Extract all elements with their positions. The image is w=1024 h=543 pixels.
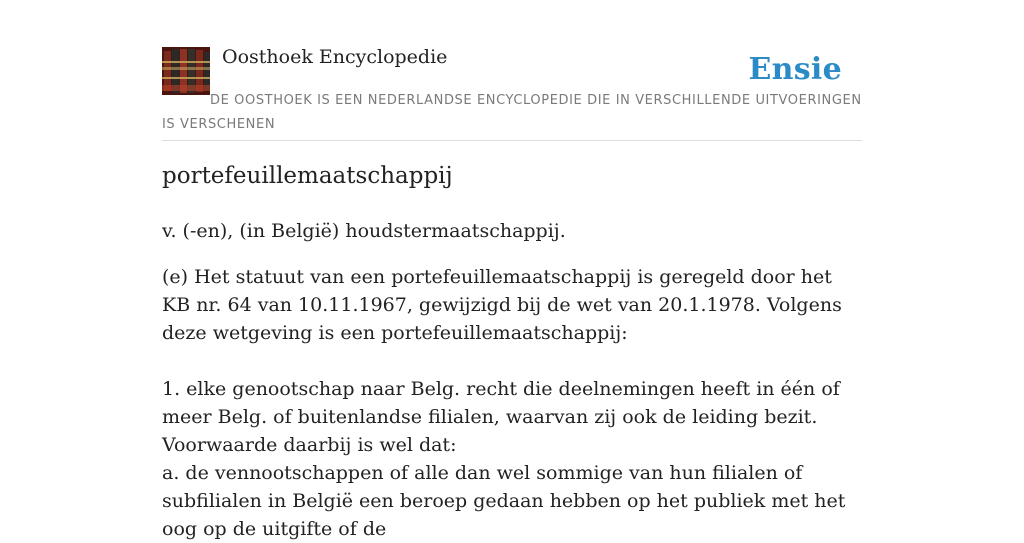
site-header (162, 0, 862, 141)
article-definition: v. (-en), (in België) houdstermaatschappij. (162, 220, 566, 242)
encyclopedia-books-icon[interactable] (162, 47, 210, 95)
site-name[interactable]: Oosthoek Encyclopedie (222, 46, 448, 68)
page (162, 0, 862, 540)
article-body: (e) Het statuut van een portefeuillemaatschappij is geregeld door het KB nr. 64 van 10.11.1967, gewijzigd bij de wet van 20.1.1978. Volgens deze wetgeving is een portefeuillemaatschappij: 1. elke genootschap naar Belg. recht die deelnemingen heeft in één of meer Belg. of buitenlandse filialen, waarvan zij ook de leiding bezit. Voorwaarde daarbij is wel dat: a. de vennootschappen of alle dan wel sommige van hun filialen of subfilialen in België een beroep gedaan hebben op het publiek met het oog op de uitgifte of de (162, 266, 846, 540)
site-tagline: DE OOSTHOEK IS EEN NEDERLANDSE ENCYCLOPEDIE DIE IN VERSCHILLENDE UITVOERINGEN IS VERSCHENEN (162, 93, 862, 132)
article-title: portefeuillemaatschappij (162, 163, 453, 189)
brand-logo-link[interactable]: Ensie (748, 52, 842, 87)
